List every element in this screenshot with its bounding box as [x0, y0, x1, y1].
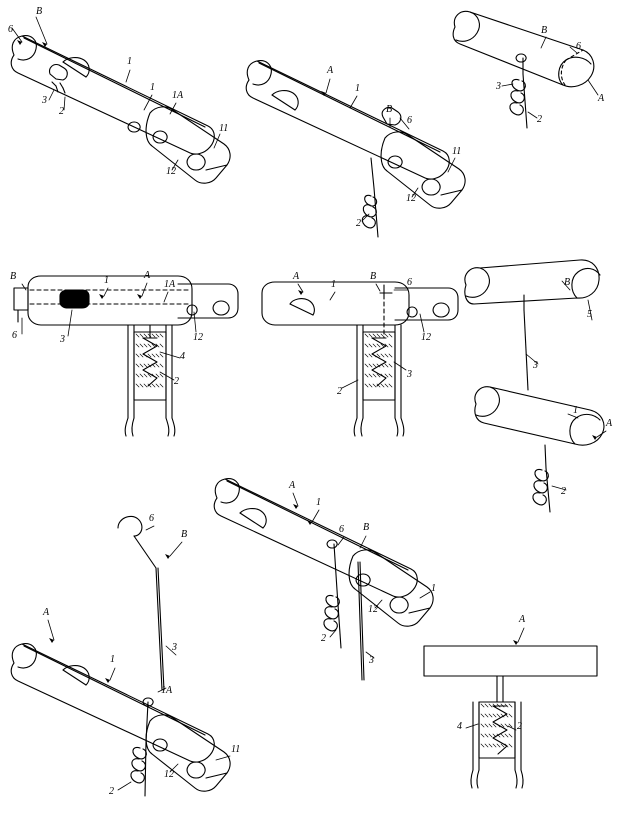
callout-3: 3: [407, 369, 412, 380]
callout-3: 3: [369, 655, 374, 666]
callout-B: B: [541, 25, 548, 36]
callout-A: A: [327, 65, 334, 76]
callout-B: B: [36, 6, 43, 17]
callout-1: 1: [110, 654, 115, 665]
callout-12: 12: [166, 166, 176, 177]
callout-1: 1: [104, 275, 109, 286]
callout-12: 12: [193, 332, 203, 343]
callout-6: 6: [8, 24, 13, 35]
callout-A: A: [289, 480, 296, 491]
callout-1: 1: [355, 83, 360, 94]
callout-1: 1: [316, 497, 321, 508]
callout-A: A: [598, 93, 605, 104]
fig-bottom-left-art: [11, 513, 230, 796]
callout-5: 5: [587, 309, 592, 320]
callout-12: 12: [421, 332, 431, 343]
callout-3: 3: [496, 81, 501, 92]
callout-2: 2: [356, 218, 361, 229]
callout-3: 3: [60, 334, 65, 345]
callout-B: B: [181, 529, 188, 540]
callout-1A: 1A: [172, 90, 184, 101]
callout-B: B: [564, 277, 571, 288]
callout-B: B: [363, 522, 370, 533]
callout-A: A: [606, 418, 613, 429]
callout-1A: 1A: [164, 279, 176, 290]
fig-mid-left-art: [14, 276, 238, 436]
callout-12: 12: [164, 769, 174, 780]
callout-6: 6: [576, 41, 581, 52]
callout-3: 3: [172, 642, 177, 653]
callout-11: 11: [452, 146, 462, 157]
callout-A: A: [293, 271, 300, 282]
fig-mid-middle-art: [262, 279, 458, 436]
callout-A: A: [144, 270, 151, 281]
callout-3: 3: [533, 360, 538, 371]
callout-6: 6: [407, 115, 412, 126]
callout-6: 6: [407, 277, 412, 288]
callout-B: B: [10, 271, 17, 282]
callout-2: 2: [109, 786, 114, 797]
callout-11: 11: [231, 744, 241, 755]
callout-12: 12: [406, 193, 416, 204]
callout-2: 2: [517, 721, 522, 732]
callout-2: 2: [174, 376, 179, 387]
callout-2: 2: [537, 114, 542, 125]
callout-1: 1: [127, 56, 132, 67]
callout-4: 4: [180, 351, 185, 362]
callout-6: 6: [149, 513, 154, 524]
callout-A: A: [43, 607, 50, 618]
callout-1: 1: [573, 405, 578, 416]
callout-11: 11: [219, 123, 229, 134]
callout-B: B: [370, 271, 377, 282]
callout-1A: 1A: [161, 685, 173, 696]
callout-4: 4: [457, 721, 462, 732]
fig-bottom-middle-art: [214, 479, 433, 680]
fig-top-right-art: [453, 11, 598, 128]
callout-12: 12: [368, 604, 378, 615]
callout-6: 6: [12, 330, 17, 341]
callout-2: 2: [561, 486, 566, 497]
callout-2: 2: [321, 633, 326, 644]
fig-bottom-right-art: [424, 628, 597, 788]
callout-2: 2: [337, 386, 342, 397]
callout-1: 1: [331, 279, 336, 290]
callout-1: 1: [431, 583, 436, 594]
callout-A: A: [519, 614, 526, 625]
fig-mid-right-art: [465, 260, 606, 512]
callout-1: 1: [150, 82, 155, 93]
callout-2: 2: [59, 106, 64, 117]
callout-3: 3: [42, 95, 47, 106]
callout-B: B: [386, 104, 393, 115]
callout-6: 6: [339, 524, 344, 535]
